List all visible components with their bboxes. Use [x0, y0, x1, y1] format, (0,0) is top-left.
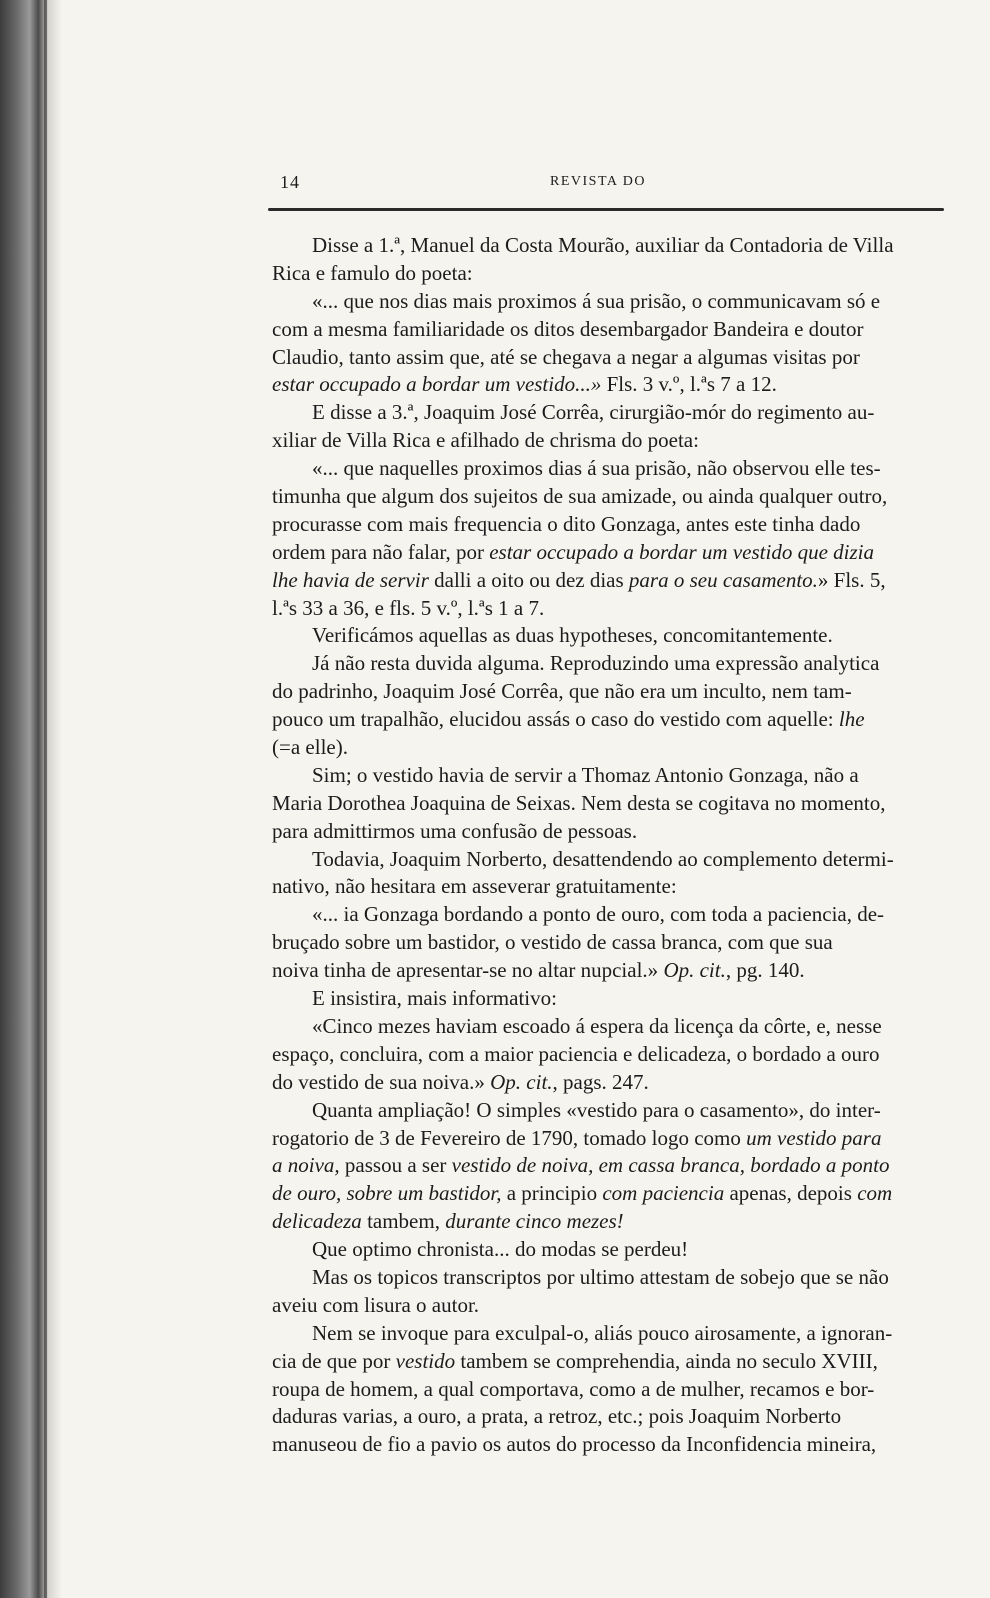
text-line: rogatorio de 3 de Fevereiro de 1790, tomado logo como um vestido para: [272, 1125, 882, 1150]
text-line: estar occupado a bordar um vestido...» Fls. 3 v.º, l.ªs 7 a 12.: [272, 372, 777, 397]
text-line: nativo, não hesitara em asseverar gratuitamente:: [272, 874, 677, 899]
text-line: noiva tinha de apresentar-se no altar nupcial.» Op. cit., pg. 140.: [272, 958, 805, 983]
text-line: E disse a 3.ª, Joaquim José Corrêa, cirurgião-mór do regimento au-: [312, 400, 875, 425]
text-line: para admittirmos uma confusão de pessoas.: [272, 818, 638, 843]
text-line: Nem se invoque para exculpal-o, aliás pouco airosamente, a ignoran-: [312, 1320, 893, 1345]
text-line: Verificámos aquellas as duas hypotheses, concomitantemente.: [312, 623, 833, 648]
text-line: daduras varias, a ouro, a prata, a retroz, etc.; pois Joaquim Norberto: [272, 1404, 842, 1429]
text-line: Sim; o vestido havia de servir a Thomaz Antonio Gonzaga, não a: [312, 762, 859, 787]
book-spine-shadow: [0, 0, 62, 1598]
text-line: roupa de homem, a qual comportava, como a de mulher, recamos e bor-: [272, 1376, 875, 1401]
text-line: Que optimo chronista... do modas se perdeu!: [312, 1237, 689, 1262]
page-header: [268, 170, 944, 196]
text-line: lhe havia de servir dalli a oito ou dez dias para o seu casamento.» Fls. 5,: [272, 567, 886, 592]
text-line: Disse a 1.ª, Manuel da Costa Mourão, auxiliar da Contadoria de Villa: [312, 233, 894, 257]
text-line: «... que naquelles proximos dias á sua prisão, não observou elle tes-: [312, 456, 881, 481]
text-line: cia de que por vestido tambem se comprehendia, ainda no seculo XVIII,: [272, 1348, 878, 1373]
document-page: [268, 170, 944, 1457]
text-line: l.ªs 33 a 36, e fls. 5 v.º, l.ªs 1 a 7.: [272, 595, 545, 620]
text-line: ordem para não falar, por estar occupado a bordar um vestido que dizia: [272, 539, 874, 564]
text-line: Maria Dorothea Joaquina de Seixas. Nem desta se cogitava no momento,: [272, 790, 886, 815]
text-line: Claudio, tanto assim que, até se chegava a negar a algumas visitas por: [272, 344, 860, 369]
text-line: com a mesma familiaridade os ditos desembargador Bandeira e doutor: [272, 316, 864, 341]
text-line: delicadeza tambem, durante cinco mezes!: [272, 1209, 624, 1234]
text-line: manuseou de fio a pavio os autos do processo da Inconfidencia mineira,: [272, 1432, 877, 1457]
text-line: E insistira, mais informativo:: [312, 986, 557, 1011]
text-line: «Cinco mezes haviam escoado á espera da licença da côrte, e, nesse: [312, 1013, 882, 1038]
text-line: procurasse com mais frequencia o dito Gonzaga, antes este tinha dado: [272, 511, 861, 536]
text-line: do vestido de sua noiva.» Op. cit., pags. 247.: [272, 1069, 649, 1094]
text-line: timunha que algum dos sujeitos de sua amizade, ou ainda qualquer outro,: [272, 484, 888, 509]
text-line: Quanta ampliação! O simples «vestido para o casamento», do inter-: [312, 1097, 881, 1122]
header-rule: [268, 208, 944, 211]
text-line: pouco um trapalhão, elucidou assás o caso do vestido com aquelle: lhe: [272, 707, 865, 732]
text-line: do padrinho, Joaquim José Corrêa, que não era um inculto, nem tam-: [272, 679, 852, 704]
running-head: REVISTA DO: [550, 174, 646, 189]
text-line: espaço, concluira, com a maior paciencia e delicadeza, o bordado a ouro: [272, 1041, 880, 1066]
text-line: «... ia Gonzaga bordando a ponto de ouro, com toda a paciencia, de-: [312, 902, 885, 927]
text-line: (=a elle).: [272, 735, 348, 760]
page-number: 14: [280, 172, 300, 192]
book-spine-edge: [44, 0, 47, 1598]
text-line: de ouro, sobre um bastidor, a principio com paciencia apenas, depois com: [272, 1181, 893, 1206]
text-line: xiliar de Villa Rica e afilhado de chrisma do poeta:: [272, 428, 699, 453]
text-line: «... que nos dias mais proximos á sua prisão, o communicavam só e: [312, 288, 881, 313]
text-line: a noiva, passou a ser vestido de noiva, em cassa branca, bordado a ponto: [272, 1153, 890, 1178]
text-line: Rica e famulo do poeta:: [272, 260, 473, 285]
text-line: bruçado sobre um bastidor, o vestido de cassa branca, com que sua: [272, 930, 833, 955]
text-line: Já não resta duvida alguma. Reproduzindo uma expressão analytica: [312, 651, 880, 676]
body-text: [272, 232, 936, 1459]
text-line: Todavia, Joaquim Norberto, desattendendo ao complemento determi-: [312, 846, 894, 871]
text-line: aveiu com lisura o autor.: [272, 1292, 480, 1317]
text-line: Mas os topicos transcriptos por ultimo attestam de sobejo que se não: [312, 1264, 889, 1289]
